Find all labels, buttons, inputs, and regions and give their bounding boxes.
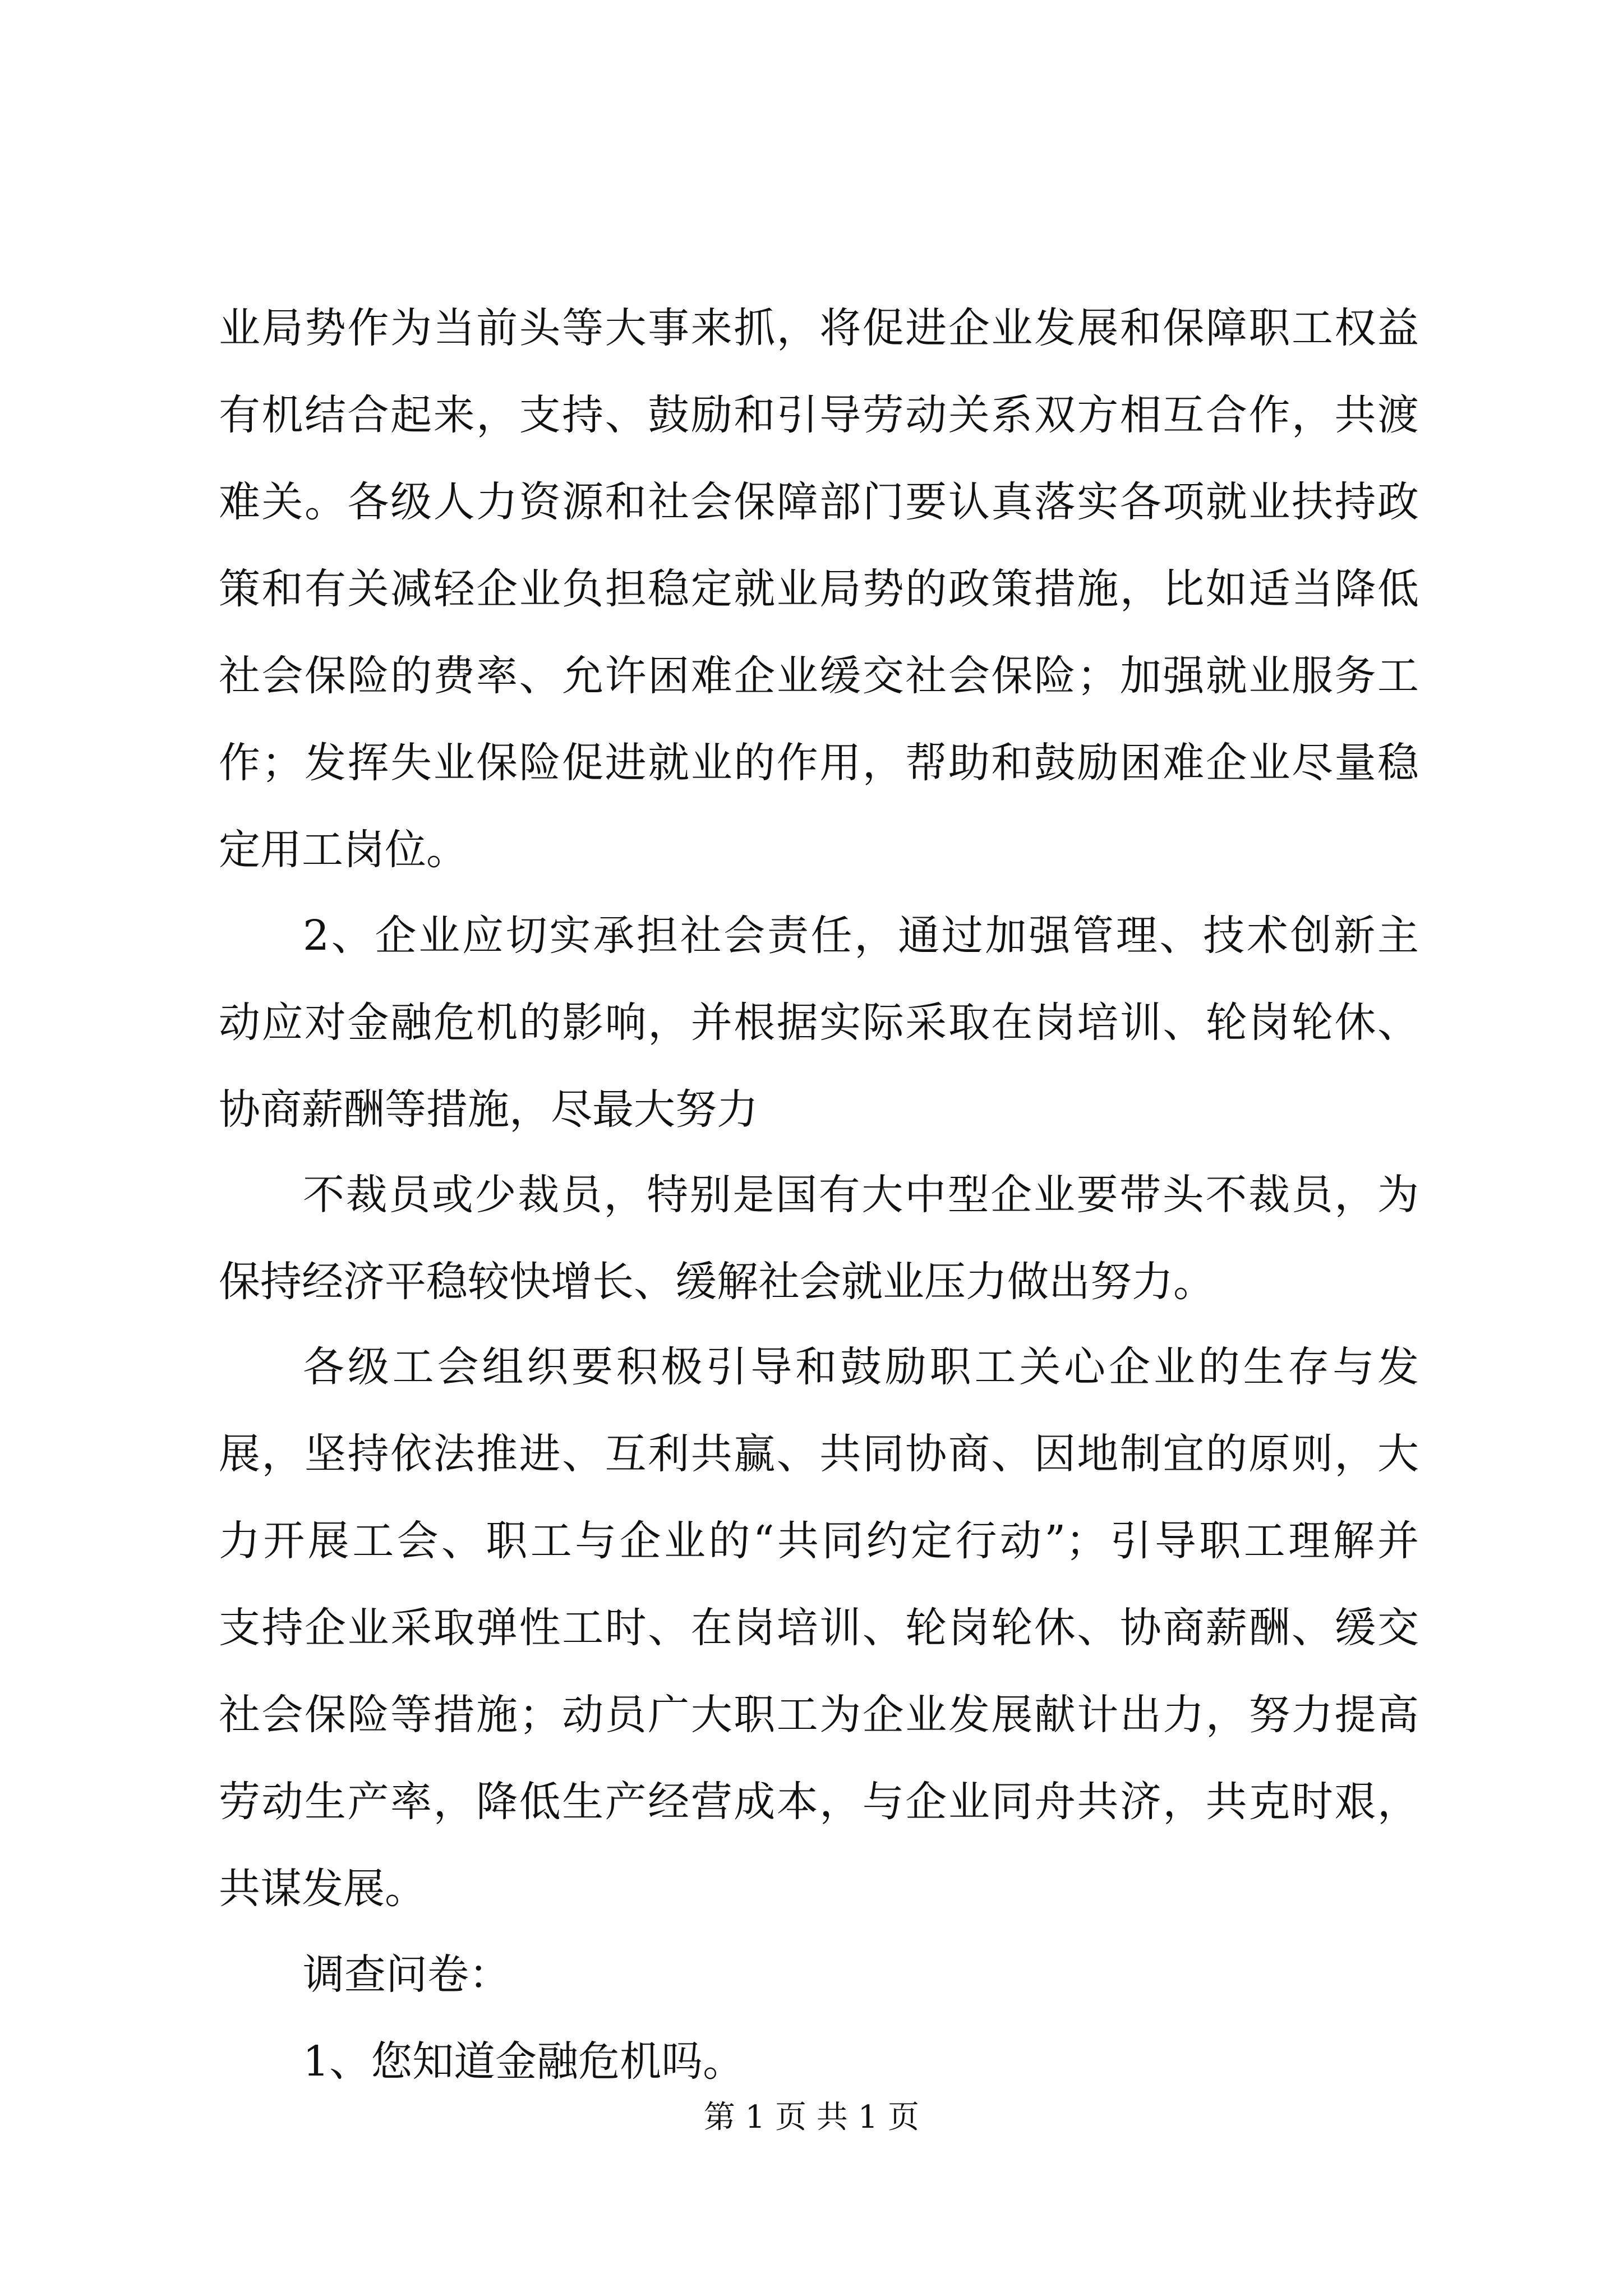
- text-line: 共谋发展。: [219, 1865, 426, 1913]
- text-line: 难关。各级人力资源和社会保障部门要认真落实各项就业扶持政: [219, 478, 1419, 526]
- text-line: 支持企业采取弹性工时、在岗培训、轮岗轮休、协商薪酬、缓交: [219, 1604, 1419, 1652]
- text-line: 社会保险的费率、允许困难企业缓交社会保险；加强就业服务工: [219, 652, 1419, 700]
- text-line: 2、企业应切实承担社会责任，通过加强管理、技术创新主: [303, 912, 1419, 960]
- text-line: 力开展工会、职工与企业的“共同约定行动”；引导职工理解并: [219, 1517, 1419, 1565]
- text-line: 不裁员或少裁员，特别是国有大中型企业要带头不裁员，为: [303, 1171, 1419, 1219]
- text-line: 有机结合起来，支持、鼓励和引导劳动关系双方相互合作，共渡: [219, 391, 1419, 439]
- text-line: 各级工会组织要积极引导和鼓励职工关心企业的生存与发: [303, 1343, 1419, 1391]
- text-line: 定用工岗位。: [219, 826, 468, 874]
- text-line: 业局势作为当前头等大事来抓，将促进企业发展和保障职工权益: [219, 304, 1419, 352]
- text-line: 调查问卷：: [303, 1950, 510, 1999]
- text-line: 展，坚持依法推进、互利共赢、共同协商、因地制宜的原则，大: [219, 1430, 1419, 1478]
- text-line: 动应对金融危机的影响，并根据实际采取在岗培训、轮岗轮休、: [219, 999, 1419, 1047]
- text-line: 1、您知道金融危机吗。: [303, 2037, 745, 2086]
- page-footer: 第 1 页 共 1 页: [703, 2099, 920, 2136]
- text-line: 协商薪酬等措施，尽最大努力: [219, 1085, 758, 1134]
- text-line: 保持经济平稳较快增长、缓解社会就业压力做出努力。: [219, 1258, 1215, 1306]
- text-line: 劳动生产率，降低生产经营成本，与企业同舟共济，共克时艰，: [219, 1778, 1419, 1826]
- text-line: 作；发挥失业保险促进就业的作用，帮助和鼓励困难企业尽量稳: [219, 739, 1419, 787]
- text-line: 策和有关减轻企业负担稳定就业局势的政策措施，比如适当降低: [219, 565, 1419, 613]
- text-line: 社会保险等措施；动员广大职工为企业发展献计出力，努力提高: [219, 1691, 1419, 1739]
